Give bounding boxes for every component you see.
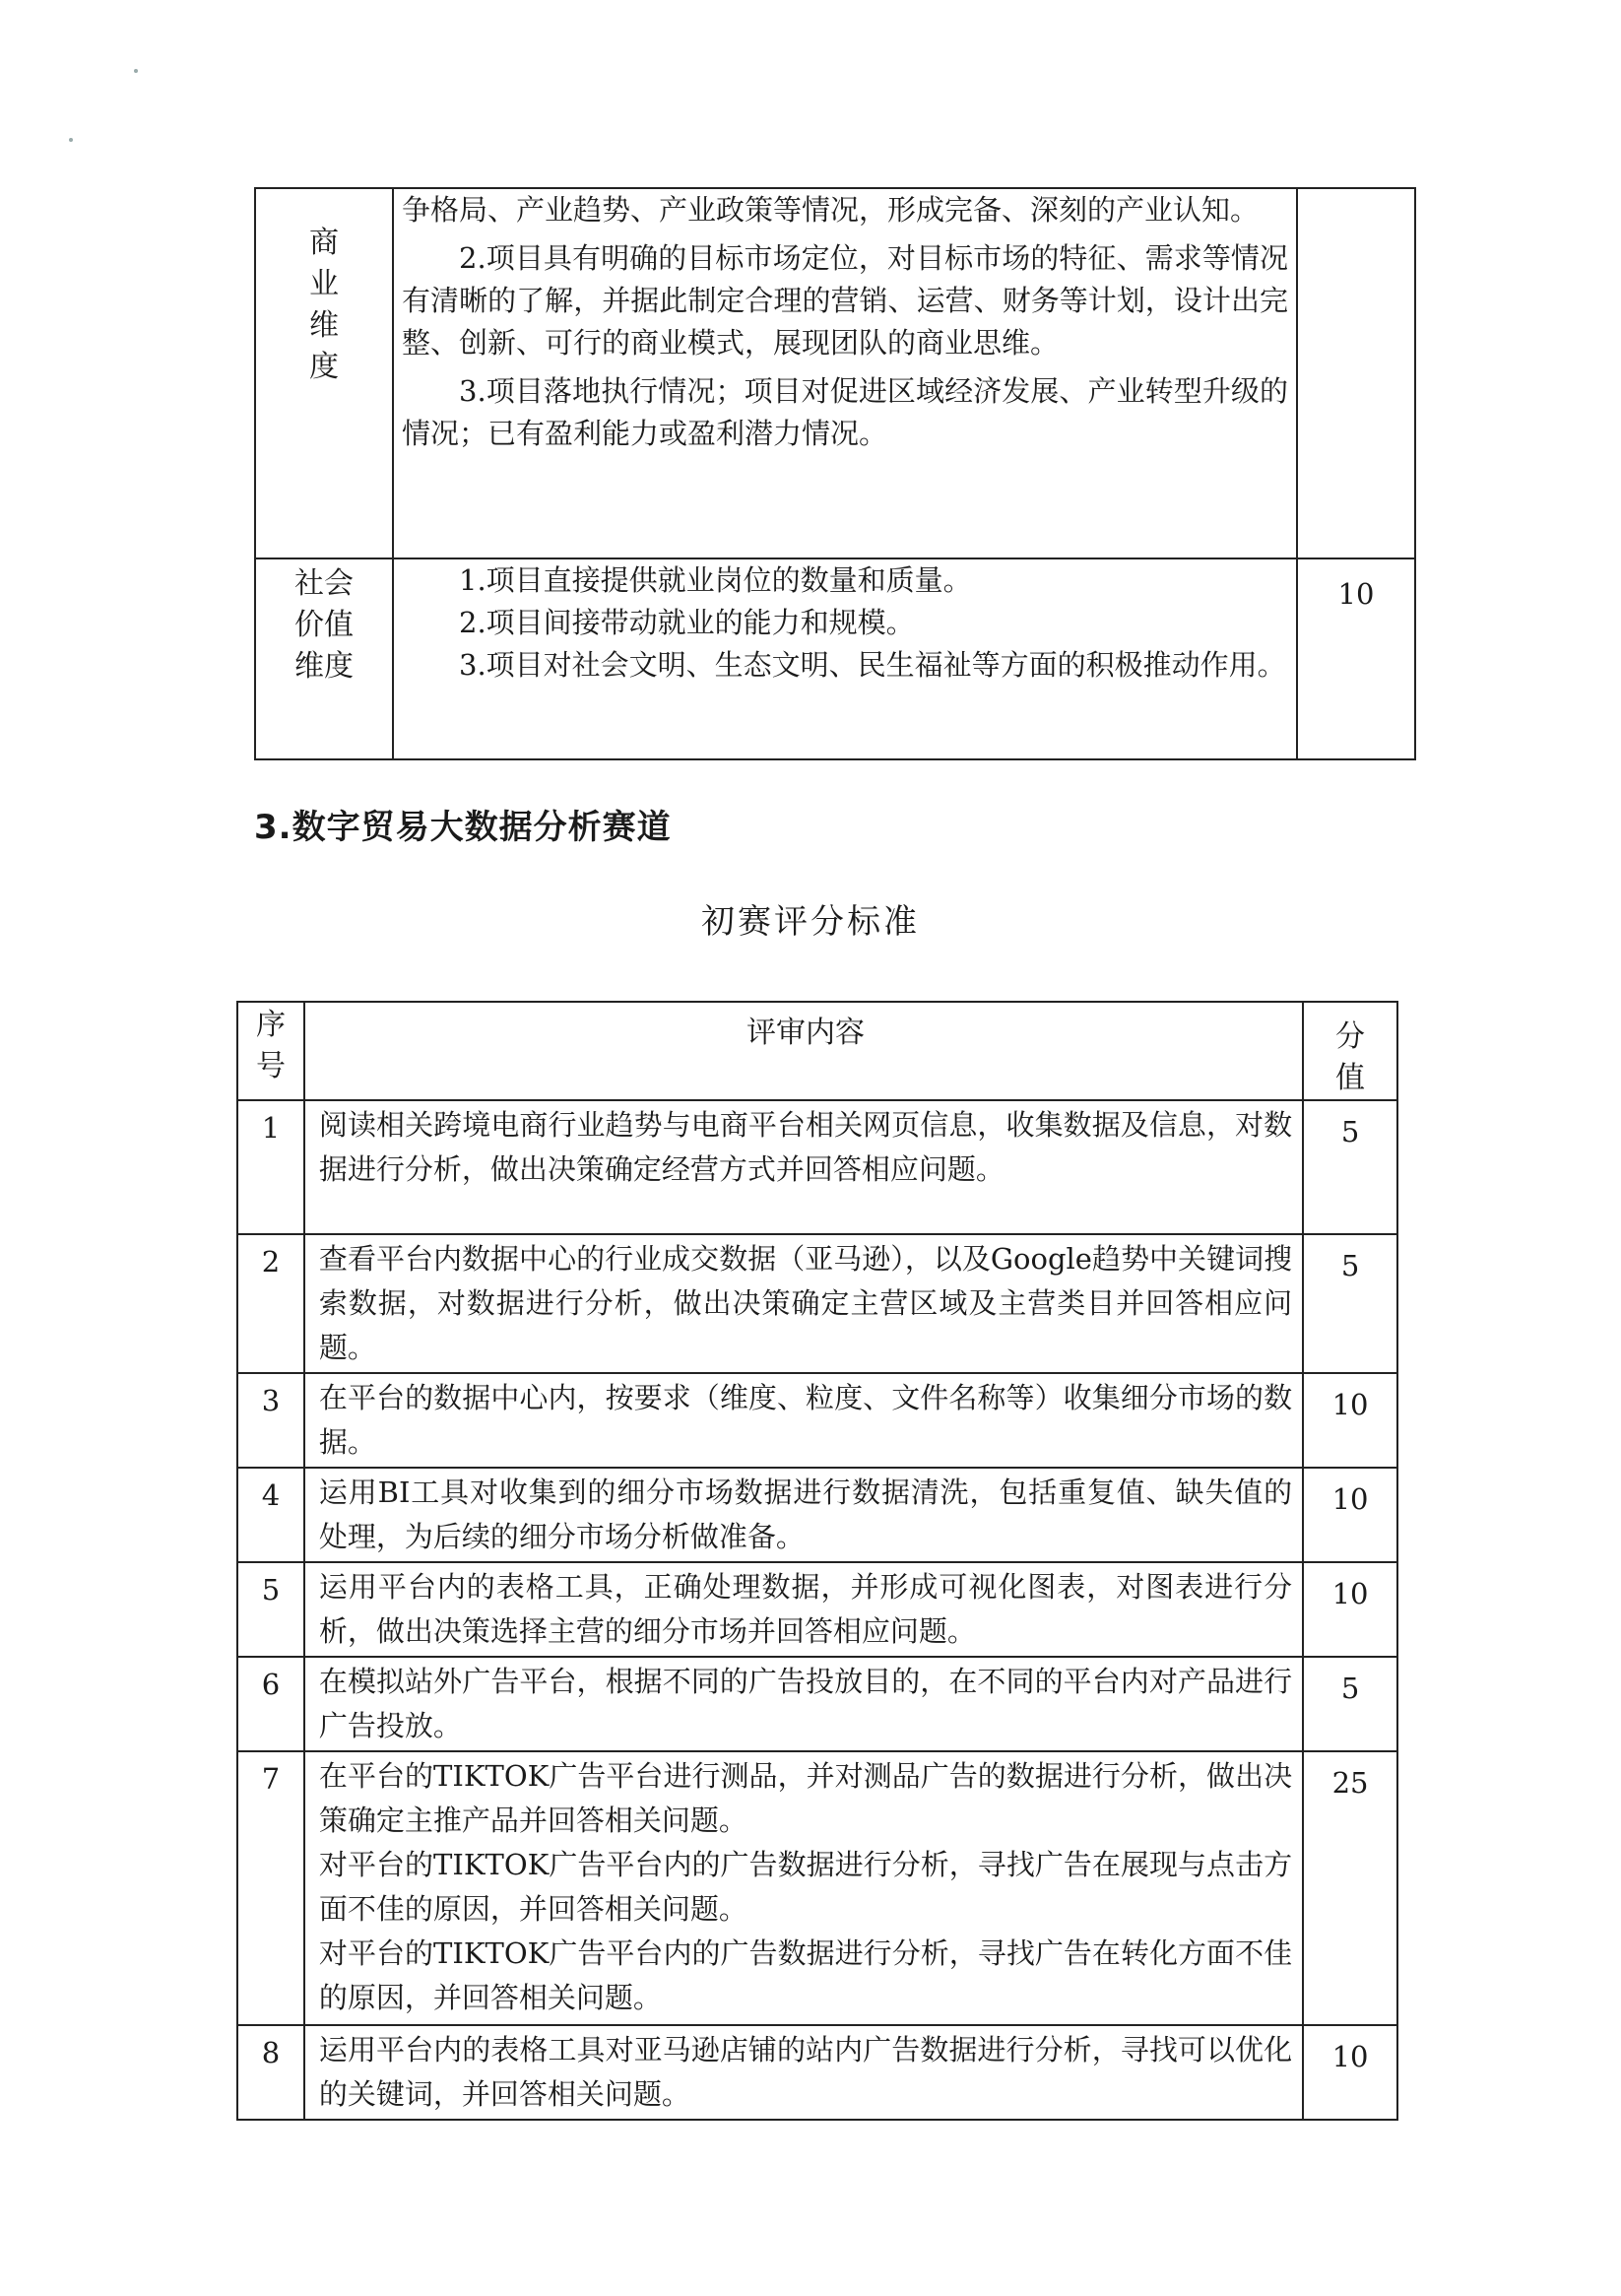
- row-score: 5: [1303, 1234, 1397, 1373]
- row-content: [304, 1373, 1303, 1468]
- criteria-content-cell: [393, 558, 1297, 759]
- score-cell: [1297, 188, 1415, 558]
- row-text: 查看平台内数据中心的行业成交数据（亚马逊），以及Google趋势中关键词搜索数据，对数据进行分析，做出决策确定主营区域及主营类目并回答相应问题。: [318, 1242, 1293, 1364]
- table-row: [237, 1657, 1397, 1751]
- row-text: 阅读相关跨境电商行业趋势与电商平台相关网页信息，收集数据及信息，对数据进行分析，做出决策确定经营方式并回答相应问题。: [318, 1108, 1293, 1186]
- header-char: 值: [1335, 1061, 1366, 1095]
- header-char: 序: [255, 1008, 286, 1042]
- dimension-line: 价值: [294, 608, 354, 642]
- row-score: 10: [1303, 1468, 1397, 1562]
- row-score: 10: [1303, 1373, 1397, 1468]
- row-score: 10: [1303, 2025, 1397, 2120]
- criteria-paragraph: 3.项目落地执行情况；项目对促进区域经济发展、产业转型升级的情况；已有盈利能力或盈利潜力情况。: [402, 374, 1288, 450]
- dimension-char: 业: [309, 267, 339, 301]
- row-index: 4: [237, 1468, 304, 1562]
- table-row: [237, 1751, 1397, 2025]
- dimension-line: 社会: [294, 566, 354, 601]
- table-row: [237, 2025, 1397, 2120]
- scan-artifact: [134, 69, 138, 73]
- criteria-paragraph: 2.项目具有明确的目标市场定位，对目标市场的特征、需求等情况有清晰的了解，并据此制定合理的营销、运营、财务等计划，设计出完整、创新、可行的商业模式，展现团队的商业思维。: [402, 241, 1288, 360]
- row-index: 1: [237, 1100, 304, 1234]
- table-title: 初赛评分标准: [701, 902, 920, 942]
- dimension-char: 维: [309, 308, 339, 343]
- dimension-line: 维度: [294, 649, 354, 684]
- criteria-content-cell: [393, 188, 1297, 558]
- criteria-paragraph: 3.项目对社会文明、生态文明、民生福祉等方面的积极推动作用。: [459, 648, 1286, 682]
- table-row: [237, 1100, 1397, 1234]
- header-score: [1303, 1002, 1397, 1100]
- row-text: 在平台的TIKTOK广告平台进行测品，并对测品广告的数据进行分析，做出决策确定主推产品并回答相关问题。: [318, 1759, 1293, 1837]
- row-index: 8: [237, 2025, 304, 2120]
- header-content: 评审内容: [304, 1002, 1303, 1100]
- row-index: 5: [237, 1562, 304, 1657]
- scoring-table: [236, 1001, 1398, 2121]
- row-text: 运用平台内的表格工具，正确处理数据，并形成可视化图表，对图表进行分析，做出决策选择主营的细分市场并回答相应问题。: [318, 1570, 1293, 1648]
- row-content: [304, 1751, 1303, 2025]
- dimension-char: 商: [309, 226, 339, 260]
- criteria-paragraph: 争格局、产业趋势、产业政策等情况，形成完备、深刻的产业认知。: [402, 193, 1260, 227]
- row-content: [304, 1468, 1303, 1562]
- table-row: [255, 558, 1415, 759]
- table-row: [237, 1468, 1397, 1562]
- row-text: 运用平台内的表格工具对亚马逊店铺的站内广告数据进行分析，寻找可以优化的关键词，并回答相关问题。: [318, 2033, 1293, 2111]
- row-content: [304, 1234, 1303, 1373]
- row-score: 5: [1303, 1657, 1397, 1751]
- row-content: [304, 1100, 1303, 1234]
- dimension-char: 度: [309, 350, 339, 384]
- criteria-paragraph: 1.项目直接提供就业岗位的数量和质量。: [459, 563, 972, 597]
- header-index: [237, 1002, 304, 1100]
- row-score: 25: [1303, 1751, 1397, 2025]
- table-row: [255, 188, 1415, 558]
- table-row: [237, 1234, 1397, 1373]
- criteria-table-continued: [254, 187, 1416, 760]
- row-content: [304, 2025, 1303, 2120]
- section-heading: 3.数字贸易大数据分析赛道: [254, 808, 672, 847]
- row-content: [304, 1562, 1303, 1657]
- row-index: 3: [237, 1373, 304, 1468]
- score-cell: 10: [1297, 558, 1415, 759]
- row-text: 对平台的TIKTOK广告平台内的广告数据进行分析，寻找广告在转化方面不佳的原因，并回答相关问题。: [318, 1936, 1293, 2014]
- dimension-cell: [255, 188, 393, 558]
- criteria-paragraph: 2.项目间接带动就业的能力和规模。: [459, 606, 915, 639]
- row-score: 10: [1303, 1562, 1397, 1657]
- row-content: [304, 1657, 1303, 1751]
- scan-artifact: [69, 138, 73, 142]
- row-index: 7: [237, 1751, 304, 2025]
- row-score: 5: [1303, 1100, 1397, 1234]
- row-text: 在模拟站外广告平台，根据不同的广告投放目的，在不同的平台内对产品进行广告投放。: [318, 1665, 1293, 1742]
- row-index: 2: [237, 1234, 304, 1373]
- table-row: [237, 1373, 1397, 1468]
- table-row: [237, 1562, 1397, 1657]
- header-char: 号: [255, 1049, 286, 1083]
- dimension-cell: [255, 558, 393, 759]
- row-text: 对平台的TIKTOK广告平台内的广告数据进行分析，寻找广告在展现与点击方面不佳的原因，并回答相关问题。: [318, 1848, 1293, 1926]
- row-text: 在平台的数据中心内，按要求（维度、粒度、文件名称等）收集细分市场的数据。: [318, 1381, 1293, 1459]
- row-index: 6: [237, 1657, 304, 1751]
- header-char: 分: [1335, 1019, 1366, 1054]
- table-header-row: [237, 1002, 1397, 1100]
- row-text: 运用BI工具对收集到的细分市场数据进行数据清洗，包括重复值、缺失值的处理，为后续的细分市场分析做准备。: [318, 1476, 1293, 1553]
